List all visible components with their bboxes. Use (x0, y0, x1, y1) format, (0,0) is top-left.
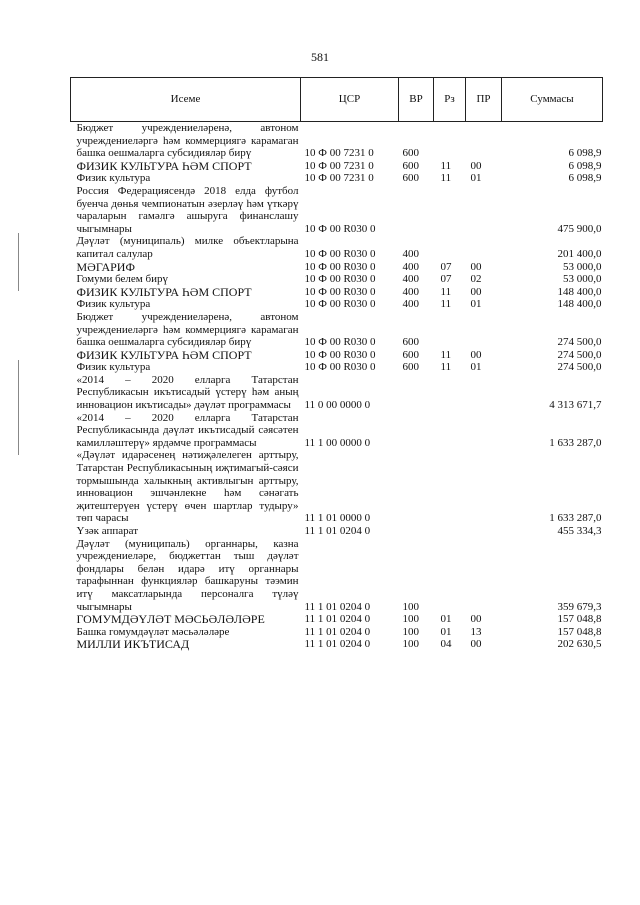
row-vr: 600 (402, 361, 419, 374)
row-name: Физик культура (76, 298, 151, 311)
row-rz (434, 185, 466, 235)
row-rz: 11 (440, 159, 452, 172)
row-vr (399, 374, 434, 412)
row-sum: 53 000,0 (563, 273, 602, 286)
table-row (71, 349, 603, 362)
row-vr: 600 (402, 147, 419, 160)
table-row (71, 172, 603, 185)
row-rz (434, 122, 466, 160)
row-sum: 274 500,0 (557, 361, 602, 374)
row-pr: 00 (470, 613, 482, 626)
table-row (71, 638, 603, 651)
row-pr: 00 (470, 260, 482, 273)
table-row (71, 374, 603, 412)
row-name: ФИЗИК КУЛЬТУРА ҺӘМ СПОРТ (76, 347, 252, 362)
row-rz (434, 538, 466, 614)
row-pr (466, 412, 502, 450)
row-name: Физик культура (76, 172, 151, 185)
row-rz: 01 (440, 625, 452, 638)
row-name: ФИЗИК КУЛЬТУРА ҺӘМ СПОРТ (76, 284, 252, 299)
page-number: 581 (311, 50, 329, 64)
row-vr: 600 (402, 172, 419, 185)
row-csr: 10 Ф 00 R030 0 (304, 361, 376, 374)
table-row (71, 286, 603, 299)
row-csr: 10 Ф 00 R030 0 (304, 348, 376, 361)
row-vr: 600 (402, 348, 419, 361)
row-csr: 10 Ф 00 R030 0 (304, 222, 376, 235)
row-csr: 10 Ф 00 R030 0 (304, 273, 376, 286)
table-row (71, 160, 603, 173)
row-pr: 00 (470, 348, 482, 361)
table-body (71, 122, 603, 651)
row-pr (466, 122, 502, 160)
row-csr: 10 Ф 00 7231 0 (304, 159, 374, 172)
row-name: Үзәк аппарат (76, 525, 139, 537)
table-row (71, 449, 603, 525)
row-pr (466, 185, 502, 235)
row-vr: 400 (402, 273, 419, 286)
row-vr (399, 449, 434, 525)
row-pr: 00 (470, 638, 482, 651)
row-csr: 10 Ф 00 R030 0 (304, 298, 376, 311)
row-vr: 600 (402, 159, 419, 172)
table-row (71, 311, 603, 349)
row-rz (434, 235, 466, 260)
row-rz (434, 525, 466, 538)
row-name: «2014 – 2020 елларга Татарстан Республикасында дәүләт икътисадый сәясәтен камилләштерү» ярдәмче программасы (76, 411, 299, 449)
row-csr: 11 1 01 0000 0 (304, 512, 371, 525)
table-row (71, 412, 603, 450)
row-name: Гомуми белем бирү (76, 273, 168, 286)
budget-table (70, 77, 603, 651)
row-sum: 202 630,5 (557, 638, 602, 651)
row-sum: 274 500,0 (557, 348, 602, 361)
table-row (71, 613, 603, 626)
row-pr (466, 538, 502, 614)
row-vr (399, 525, 434, 538)
row-rz (434, 311, 466, 349)
row-rz: 11 (440, 361, 452, 374)
row-csr: 10 Ф 00 R030 0 (304, 336, 376, 349)
row-vr: 100 (402, 638, 419, 651)
row-pr: 00 (470, 159, 482, 172)
row-name: Дәүләт (муниципаль) милке объектларына капитал салулар (76, 235, 299, 260)
row-vr (399, 412, 434, 450)
row-name: Россия Федерациясендә 2018 елда футбол буенча дөнья чемпионатын әзерләү һәм үткәрү чараларын гамәлгә ашыруга финанслашу чыгымнары (76, 184, 299, 235)
row-name: МИЛЛИ ИКЪТИСАД (76, 637, 190, 652)
header-pr: ПР (466, 78, 502, 122)
row-sum: 1 633 287,0 (549, 436, 602, 449)
row-sum: 359 679,3 (557, 600, 602, 613)
row-csr: 11 1 01 0204 0 (304, 600, 371, 613)
row-csr: 11 0 00 0000 0 (304, 399, 371, 412)
row-name: Физик культура (76, 361, 151, 374)
row-vr: 100 (402, 625, 419, 638)
table-row (71, 261, 603, 274)
margin-mark (18, 360, 19, 455)
table-row (71, 525, 603, 538)
row-csr: 10 Ф 00 R030 0 (304, 285, 376, 298)
row-csr: 11 1 01 0204 0 (304, 638, 371, 651)
table-row (71, 185, 603, 235)
row-sum: 475 900,0 (557, 222, 602, 235)
row-pr: 13 (470, 625, 482, 638)
row-pr: 01 (470, 298, 482, 311)
row-sum: 53 000,0 (563, 260, 602, 273)
row-vr: 400 (402, 285, 419, 298)
header-name: Исеме (71, 78, 301, 122)
row-pr (466, 235, 502, 260)
table-row (71, 273, 603, 286)
row-rz: 07 (440, 260, 452, 273)
row-vr (399, 185, 434, 235)
row-csr: 10 Ф 00 7231 0 (304, 147, 374, 160)
row-name: Башка гомумдәүләт мәсьәләләре (76, 625, 230, 638)
row-rz: 01 (440, 613, 452, 626)
row-pr (466, 374, 502, 412)
row-rz: 11 (440, 285, 452, 298)
header-vr: ВР (399, 78, 434, 122)
row-rz: 07 (440, 273, 452, 286)
row-vr: 400 (402, 247, 419, 260)
row-pr (466, 311, 502, 349)
row-csr: 11 1 01 0204 0 (304, 525, 371, 537)
row-vr: 100 (402, 600, 419, 613)
table-row (71, 538, 603, 614)
row-sum: 6 098,9 (568, 147, 602, 160)
row-name: Бюджет учреждениеләренә, автоном учреждениеләргә һәм коммерциягә карамаган башка оешмаларга субсидияләр бирү (76, 310, 299, 349)
row-pr (466, 449, 502, 525)
margin-mark (18, 233, 19, 291)
table-row (71, 122, 603, 160)
row-csr: 10 Ф 00 R030 0 (304, 247, 376, 260)
row-name: «2014 – 2020 елларга Татарстан Республикасын икътисадый үстерү һәм аның инновацион икътисады» дәүләт программасы (76, 373, 299, 412)
row-csr: 11 1 00 0000 0 (304, 436, 371, 449)
row-rz (434, 412, 466, 450)
table-header (71, 78, 603, 122)
table-row (71, 235, 603, 260)
row-pr: 01 (470, 172, 482, 185)
row-rz: 04 (440, 638, 452, 651)
row-sum: 274 500,0 (557, 336, 602, 349)
row-sum: 157 048,8 (557, 613, 602, 626)
row-pr (466, 525, 502, 538)
header-sum: Суммасы (502, 78, 603, 122)
row-rz: 11 (440, 298, 452, 311)
row-csr: 10 Ф 00 7231 0 (304, 172, 374, 185)
row-sum: 157 048,8 (557, 625, 602, 638)
row-vr: 400 (402, 298, 419, 311)
row-vr: 600 (402, 336, 419, 349)
row-sum: 6 098,9 (568, 159, 602, 172)
row-name: МӘГАРИФ (76, 259, 135, 274)
row-sum: 6 098,9 (568, 172, 602, 185)
row-name: ФИЗИК КУЛЬТУРА ҺӘМ СПОРТ (76, 158, 252, 173)
row-pr: 00 (470, 285, 482, 298)
table-row (71, 361, 603, 374)
row-rz (434, 374, 466, 412)
row-rz: 11 (440, 348, 452, 361)
row-name: ГОМУМДӘҮЛӘТ МӘСЬӘЛӘЛӘРЕ (76, 612, 265, 627)
row-name: Дәүләт (муниципаль) органнары, казна учреждениеләре, бюджеттан тыш дәүләт фондлары белән идарә итү органнары тарафыннан функцияләр башкаруны тәэмин итү максатларында персоналга түләү чыгымнары (76, 537, 299, 613)
row-csr: 10 Ф 00 R030 0 (304, 260, 376, 273)
row-csr: 11 1 01 0204 0 (304, 625, 371, 638)
row-sum: 148 400,0 (557, 298, 602, 311)
row-vr: 100 (402, 613, 419, 626)
row-name: «Дәүләт идарәсенең нәтиҗәлелеген арттыру, Татарстан Республикасының иҗтимагый-сәяси тормышында халыкның активлыгын арттыру, инновацион эшчәнлекне һәм сәнәгать җитештерүен үстерү өчен шартлар тудыру» төп чарасы (76, 449, 299, 525)
row-vr: 400 (402, 260, 419, 273)
row-sum: 1 633 287,0 (549, 512, 602, 525)
row-csr: 11 1 01 0204 0 (304, 613, 371, 626)
header-rz: Рз (434, 78, 466, 122)
row-rz: 11 (440, 172, 452, 185)
table-row (71, 298, 603, 311)
row-sum: 455 334,3 (557, 525, 602, 537)
row-rz (434, 449, 466, 525)
row-pr: 01 (470, 361, 482, 374)
row-sum: 148 400,0 (557, 285, 602, 298)
row-sum: 4 313 671,7 (549, 399, 602, 412)
row-name: Бюджет учреждениеләренә, автоном учреждениеләргә һәм коммерциягә карамаган башка оешмаларга субсидияләр бирү (76, 122, 299, 160)
row-pr: 02 (470, 273, 482, 286)
row-sum: 201 400,0 (557, 247, 602, 260)
header-csr: ЦСР (301, 78, 399, 122)
